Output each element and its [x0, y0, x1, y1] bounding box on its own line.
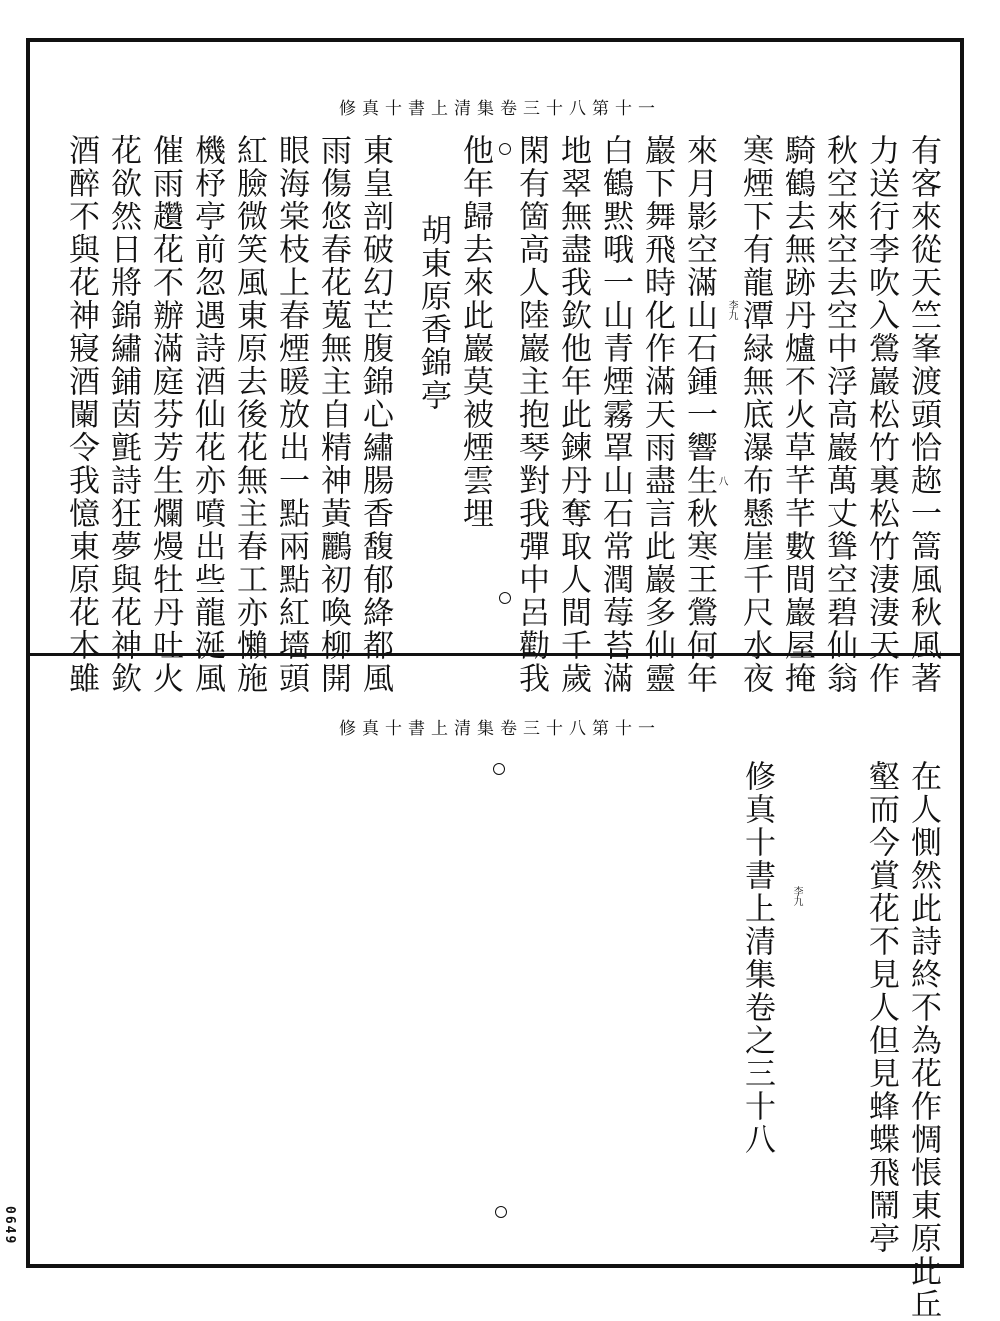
upper-column-15: 眼海棠枝上春煙暖放出一點兩點紅墻頭 [273, 134, 309, 695]
upper-column-2: 力送行李吹入鶯巖松竹裏松竹淒淒天作 [863, 134, 899, 695]
page-number: 0649 [2, 1206, 17, 1246]
upper-column-1: 有客來從天竺峯渡頭恰趂一篙風秋風著 [905, 134, 941, 695]
section-mark-circle [499, 143, 511, 155]
section-mark-circle [493, 763, 505, 775]
upper-column-9: 地翠無盡我欽他年此鍊丹奪取人間千歲 [555, 134, 591, 695]
upper-column-14: 雨傷悠春花蒐無主自精神黃鸝初喚柳開 [315, 134, 351, 695]
section-mark-circle [495, 1206, 507, 1218]
upper-column-7: 巖下舞飛時化作滿天雨盡言此巖多仙靈 [639, 134, 675, 695]
upper-column-8: 白鶴黙哦一山青煙霧罩山石常潤莓苔滿 [597, 134, 633, 695]
section-mark-circle [499, 592, 511, 604]
upper-header: 修真十書上清集卷三十八第十一 [339, 99, 661, 119]
lower-header: 修真十書上清集卷三十八第十一 [339, 719, 661, 739]
lower-column-1: 在人惻然此詩終不為花作惆悵東原此丘 [905, 760, 941, 1321]
lower-colophon: 修真十書上清集卷之三十八 [739, 760, 775, 1156]
upper-column-19: 花欲然日將錦繡鋪茵氈詩狂夢與花神欽 [105, 134, 141, 695]
upper-column-3: 秋空來空去空中浮高巖萬丈聳空碧仙翁 [821, 134, 857, 695]
upper-column-11: 他年歸去來此巖莫被煙雲埋 [457, 134, 493, 530]
upper-column-5: 寒煙下有龍潭緑無底瀑布懸崖千尺水夜 [737, 134, 773, 695]
upper-column-16: 紅臉微笑風東原去後花無主春工亦懶施 [231, 134, 267, 695]
upper-column-10: 閑有箇高人陸巖主抱琴對我彈中呂勸我 [513, 134, 549, 695]
lower-margin-note: 李九 [791, 886, 802, 906]
upper-margin-note-1: 八 [716, 476, 727, 486]
upper-column-20: 酒醉不與花神寢酒闌令我憶東原花木雖 [63, 134, 99, 695]
lower-column-2: 壑而今賞花不見人但見蜂蝶飛鬧亭 [863, 760, 899, 1255]
upper-column-6: 來月影空滿山石鍾一響生秋寒王鶯何年 [681, 134, 717, 695]
upper-column-17: 機杼亭前忽遇詩酒仙花亦噴出些龍涎風 [189, 134, 225, 695]
upper-poem-title: 胡東原香錦亭 [415, 214, 451, 412]
upper-column-13: 東皇剖破幻芒腹錦心繡腸香馥郁絳都風 [357, 134, 393, 695]
upper-column-4: 騎鶴去無跡丹爐不火草芊芊數間巖屋掩 [779, 134, 815, 695]
upper-column-18: 催雨趲花不辦滿庭芬芳生爛熳牡丹吐火 [147, 134, 183, 695]
upper-margin-note-2: 李九 [726, 300, 737, 320]
